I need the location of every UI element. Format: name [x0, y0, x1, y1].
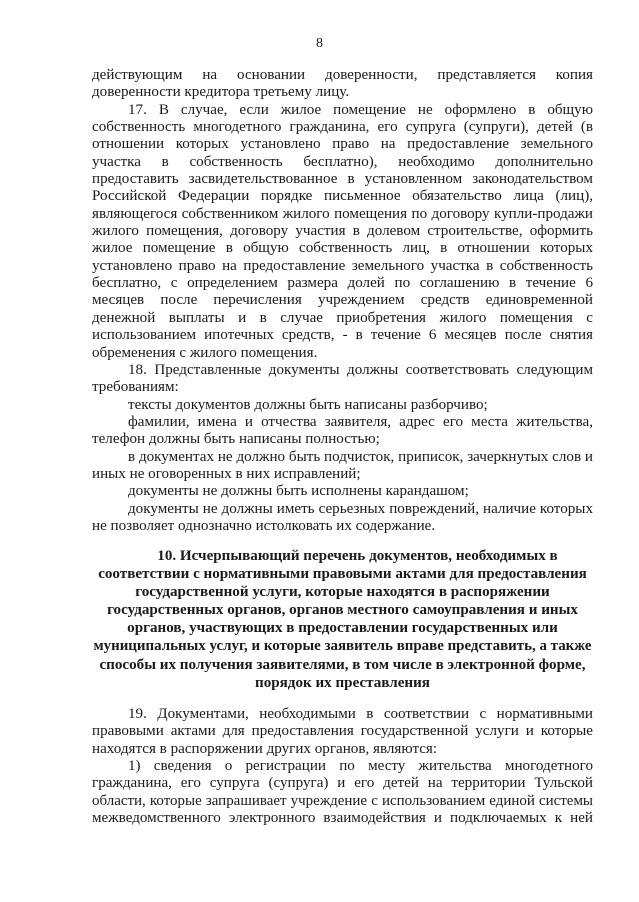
heading-line: муниципальных услуг, и которые заявитель вправе представить, а также [93, 638, 592, 655]
heading-line: 10. Исчерпывающий перечень документов, необходимых в [157, 548, 558, 564]
text-line: гражданина, его супруга (супруга) и его детей на территории Тульской [92, 775, 593, 792]
heading-line: государственных органов, органов местного самоуправления и иных [107, 602, 578, 619]
text-line: бесплатно, с определением размера долей по соглашению в течение 6 [92, 275, 593, 292]
heading-line: соответствии с нормативными правовыми актами для предоставления [98, 566, 587, 583]
text-line: Российской Федерации порядке письменное обязательство лица (лиц), [92, 188, 593, 205]
text-line: собственность многодетного гражданина, его супруга (супруги), детей (в [92, 119, 593, 136]
text-line: являющегося собственником жилого помещения по договору купли-продажи [92, 205, 593, 222]
text-line: требованиям: [92, 379, 179, 396]
text-line: денежной выплаты и в случае приобретения жилого помещения с [92, 309, 593, 326]
text-line: иных не оговоренных в них исправлений; [92, 465, 361, 482]
paragraph-17-start: 17. В случае, если жилое помещение не оформлено в общую [128, 101, 593, 118]
requirement-item: документы не должны иметь серьезных повреждений, наличие которых [128, 500, 593, 517]
text-line: установлено право на предоставление земельного участка в собственность [92, 257, 593, 274]
text-line: телефон должны быть написаны полностью; [92, 431, 380, 448]
heading-line: способы их получения заявителями, в том числе в электронной форме, [99, 656, 586, 673]
heading-line: органов, участвующих в предоставлении государственных или [127, 620, 558, 637]
text-line: находятся в распоряжении других органов, являются: [92, 740, 438, 757]
text-line: обременения с жилого помещения. [92, 344, 318, 361]
text-block-items-17-18 [92, 67, 593, 535]
list-item-1-start: 1) сведения о регистрации по месту жительства многодетного [128, 758, 593, 775]
text-line: межведомственного электронного взаимодействия и подключаемых к ней [92, 810, 593, 827]
requirement-item: тексты документов должны быть написаны разборчиво; [128, 396, 488, 413]
requirement-item: документы не должны быть исполнены карандашом; [128, 483, 469, 500]
requirement-item: в документах не должно быть подчисток, приписок, зачеркнутых слов и [128, 448, 593, 465]
paragraph-19-start: 19. Документами, необходимыми в соответствии с нормативными [128, 706, 593, 722]
text-line: жилое помещение в общую собственность лиц, в отношении которых [92, 240, 593, 257]
section-10-heading [92, 548, 593, 693]
text-line: использованием ипотечных средств, - в течение 6 месяцев после снятия [92, 327, 593, 344]
heading-line: порядок их преставления [255, 674, 430, 691]
text-line: предоставить засвидетельствованное в установленном законодательством [92, 171, 593, 188]
text-line: действующим на основании доверенности, представляется копия [92, 67, 593, 83]
text-line: жилого помещения, договору участия в долевом строительстве, оформить [92, 223, 593, 240]
text-line: отношении которых установлено право на предоставление земельного [92, 136, 593, 153]
text-line: не позволяет однозначно истолковать их содержание. [92, 517, 436, 534]
heading-line: государственной услуги, которые находятся в распоряжении [135, 584, 550, 601]
text-line: месяцев после перечисления учреждением средств единовременной [92, 292, 593, 309]
text-line: доверенности кредитора третьему лицу. [92, 84, 350, 101]
requirement-item: фамилии, имена и отчества заявителя, адрес его места жительства, [128, 413, 593, 430]
text-block-item-19 [92, 706, 593, 827]
paragraph-18-start: 18. Представленные документы должны соответствовать следующим [128, 361, 593, 378]
text-line: области, которые запрашивает учреждение с использованием единой системы [92, 792, 593, 809]
text-line: правовыми актами для предоставления государственной услуги и которые [92, 723, 593, 740]
text-line: участка в собственность бесплатно), необходимо дополнительно [92, 153, 593, 170]
page-number: 8 [316, 36, 323, 51]
